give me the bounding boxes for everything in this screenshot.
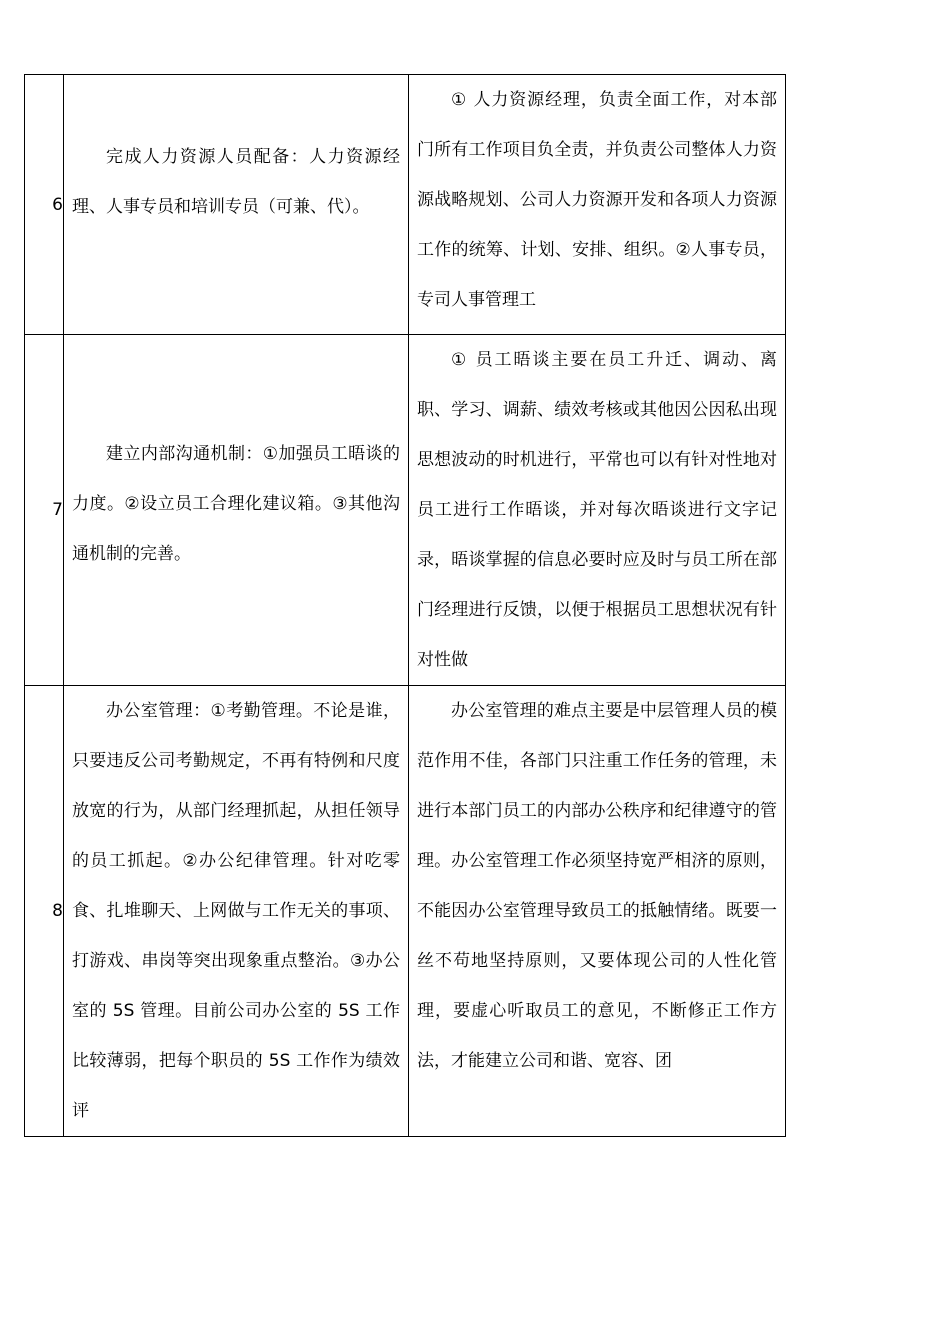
task-cell bbox=[64, 686, 409, 1137]
note-text: ① 人力资源经理，负责全面工作，对本部门所有工作项目负全责，并负责公司整体人力资源战略规划、公司人力资源开发和各项人力资源工作的统筹、计划、安排、组织。②人事专员，专司人事管理工 bbox=[417, 90, 777, 310]
task-cell bbox=[64, 335, 409, 686]
table-row bbox=[25, 335, 786, 686]
row-number: 6 bbox=[52, 194, 63, 215]
row-number-cell bbox=[25, 335, 64, 686]
table-row bbox=[25, 75, 786, 335]
note-cell bbox=[409, 75, 786, 335]
note-cell bbox=[409, 335, 786, 686]
row-number: 7 bbox=[52, 500, 63, 520]
task-text: 建立内部沟通机制：①加强员工晤谈的力度。②设立员工合理化建议箱。③其他沟通机制的完善。 bbox=[72, 444, 400, 564]
table-row bbox=[25, 686, 786, 1137]
task-text: 完成人力资源人员配备：人力资源经理、人事专员和培训专员（可兼、代）。 bbox=[72, 147, 400, 217]
row-number-cell bbox=[25, 75, 64, 335]
row-number: 8 bbox=[52, 901, 63, 921]
work-plan-table bbox=[24, 74, 786, 1137]
note-cell bbox=[409, 686, 786, 1137]
task-text: 办公室管理：①考勤管理。不论是谁，只要违反公司考勤规定，不再有特例和尺度放宽的行为，从部门经理抓起，从担任领导的员工抓起。②办公纪律管理。针对吃零食、扎堆聊天、上网做与工作无关的事项、打游戏、串岗等突出现象重点整治。③办公室的 5S 管理。目前公司办公室的 5S 工作比较薄弱，把每个职员的 5S 工作作为绩效评 bbox=[72, 701, 400, 1121]
row-number-cell bbox=[25, 686, 64, 1137]
note-text: 办公室管理的难点主要是中层管理人员的模范作用不佳，各部门只注重工作任务的管理，未进行本部门员工的内部办公秩序和纪律遵守的管理。办公室管理工作必须坚持宽严相济的原则，不能因办公室管理导致员工的抵触情绪。既要一丝不苟地坚持原则，又要体现公司的人性化管理，要虚心听取员工的意见，不断修正工作方法，才能建立公司和谐、宽容、团 bbox=[417, 701, 777, 1071]
note-text: ① 员工晤谈主要在员工升迁、调动、离职、学习、调薪、绩效考核或其他因公因私出现思想波动的时机进行，平常也可以有针对性地对员工进行工作晤谈，并对每次晤谈进行文字记录，晤谈掌握的信息必要时应及时与员工所在部门经理进行反馈，以便于根据员工思想状况有针对性做 bbox=[417, 350, 777, 670]
task-cell bbox=[64, 75, 409, 335]
